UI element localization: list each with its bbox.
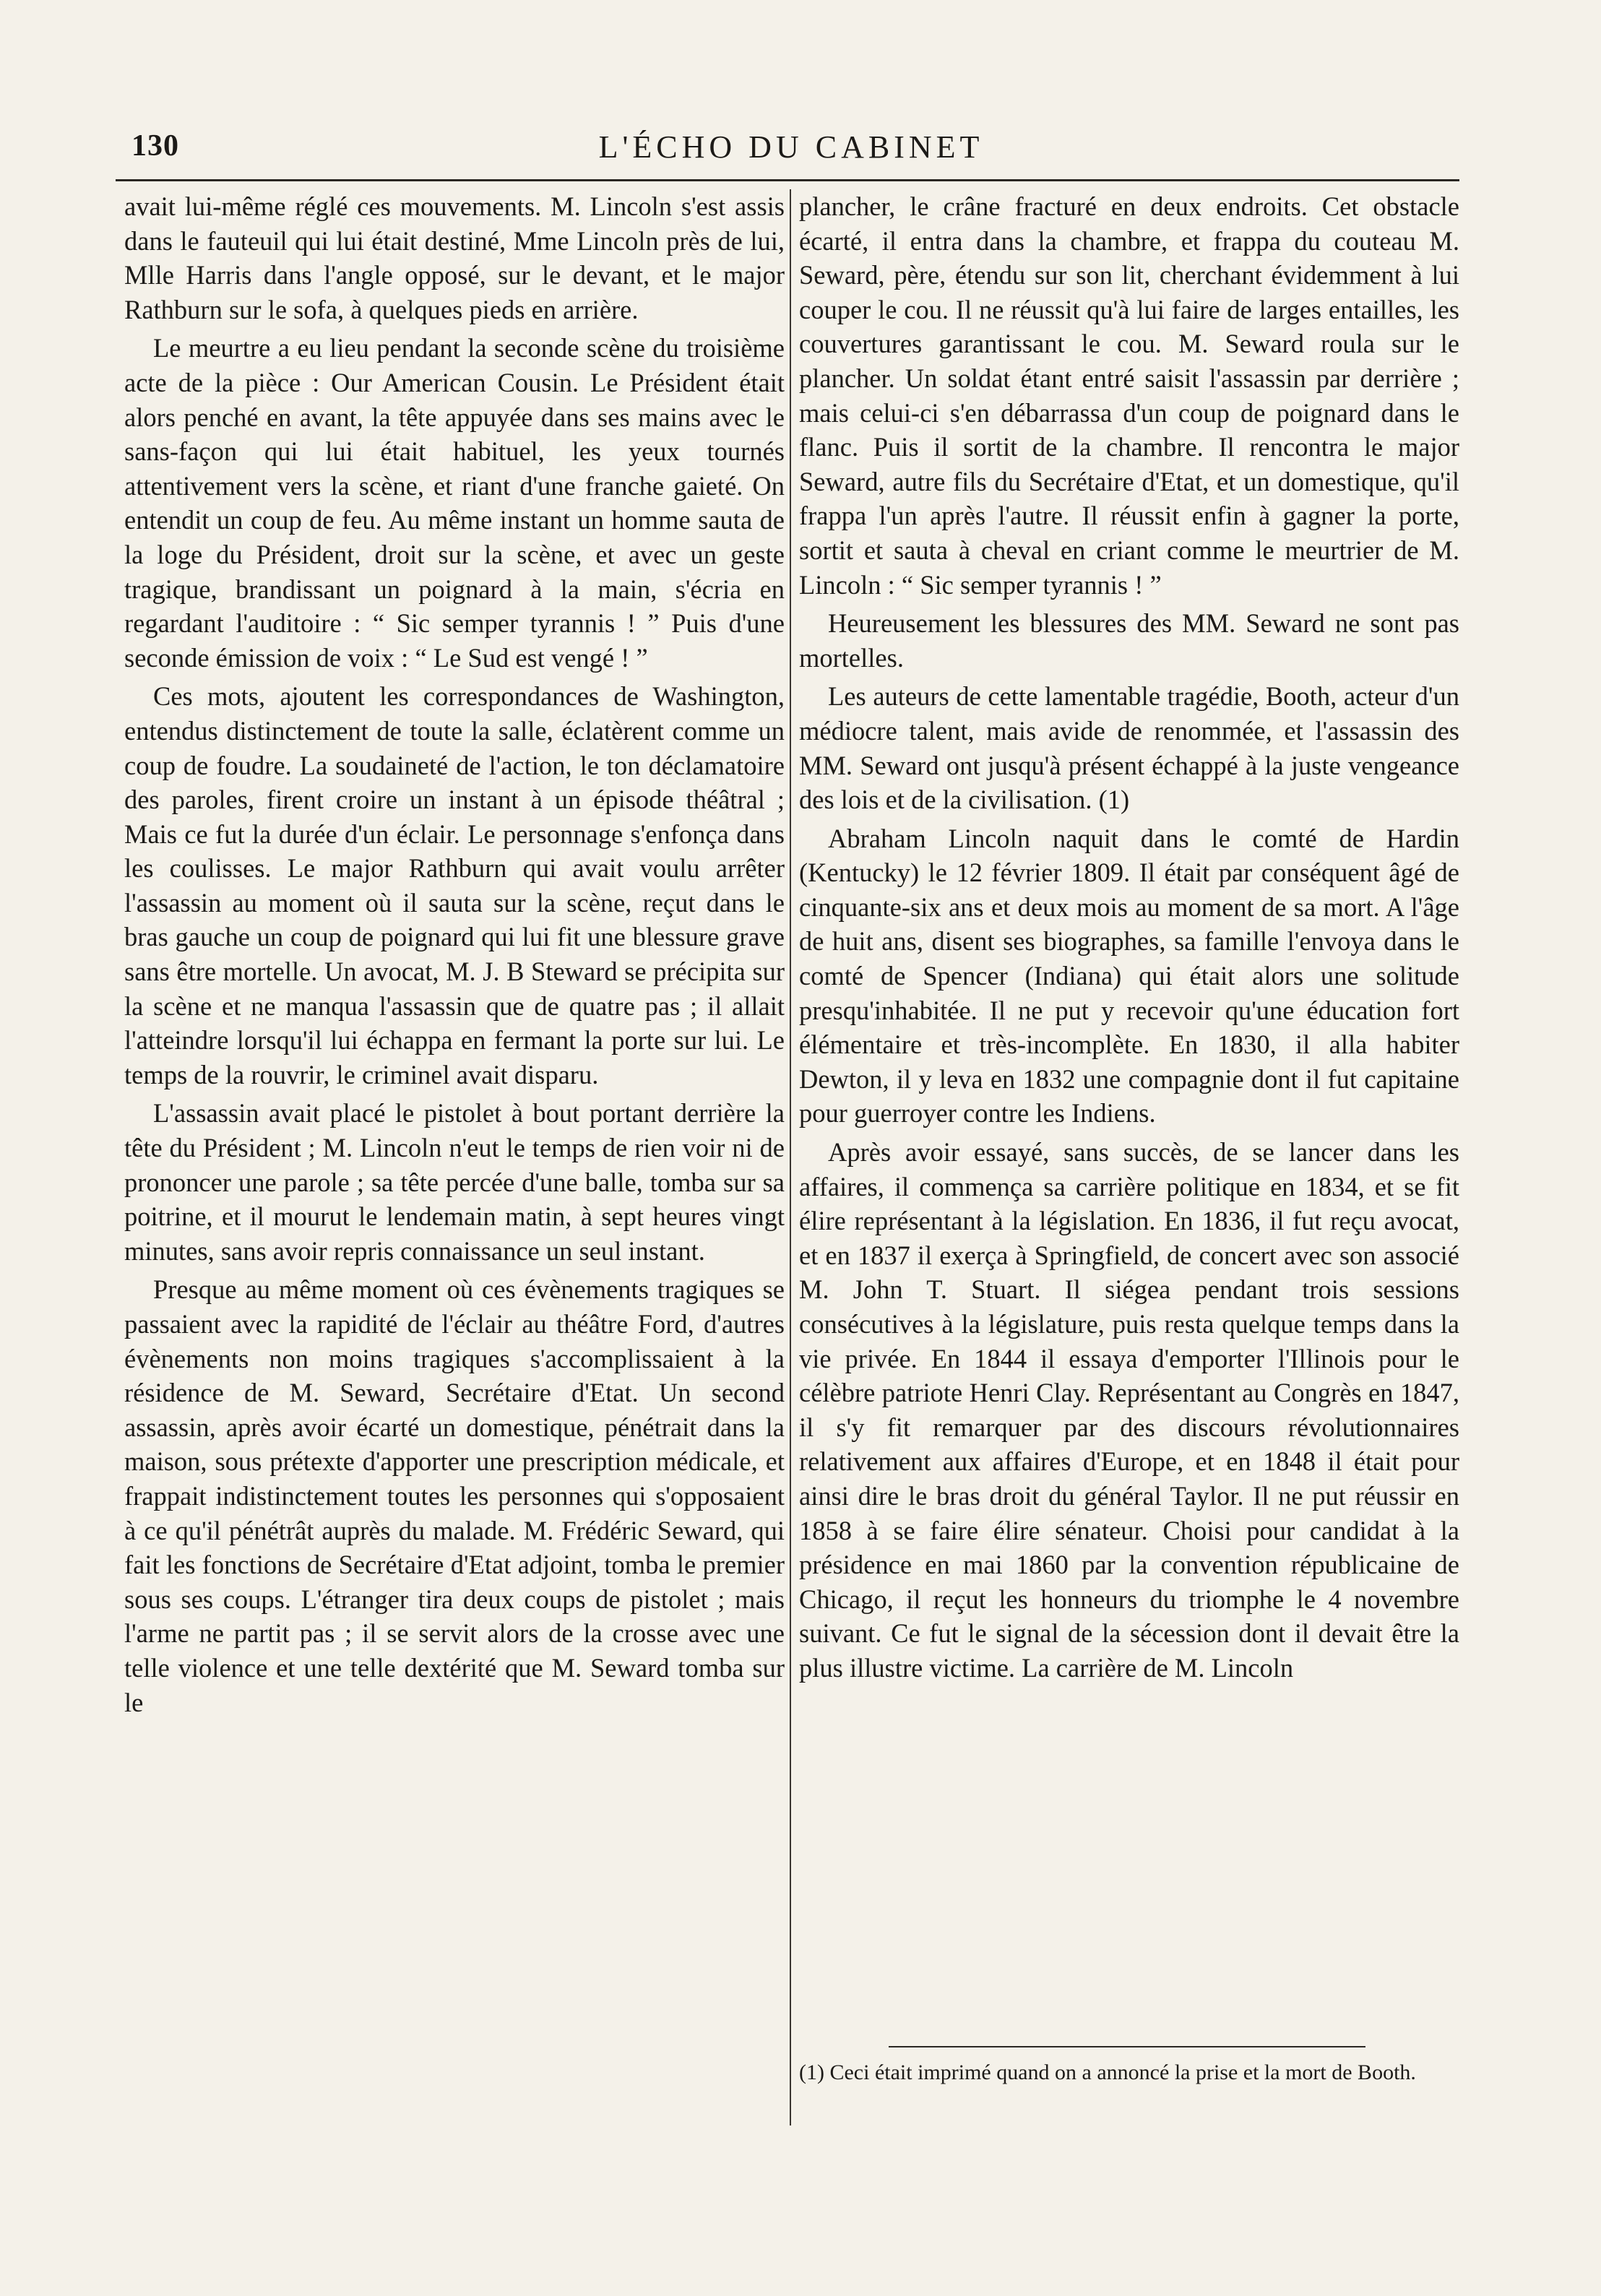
paragraph: Ces mots, ajoutent les correspondances de Washington, entendus distinctement de toute la salle, éclatèrent comme un coup de foudre. La soudaineté de l'action, le ton déclamatoire des paroles, firent croire un instant à un épisode théâtral ; Mais ce fut la durée d'un éclair. Le personnage s'enfonça dans les coulisses. Le major Rathburn qui avait voulu arrêter l'assassin au moment où il sauta sur la scène, reçut dans le bras gauche un coup de poignard qui lui fit une blessure grave sans être mortelle. Un avocat, M. J. B Steward se précipita sur la scène et ne manqua l'assassin que de quatre pas ; il allait l'atteindre lorsqu'il lui échappa en fermant la porte sur lui. Le temps de la rouvrir, le criminel avait disparu. (124, 681, 785, 1089)
column-divider (790, 189, 791, 2125)
paragraph: Presque au même moment où ces évènements tragiques se passaient avec la rapidité de l'éclair au théâtre Ford, d'autres évènements non moins tragiques s'accomplissaient à la résidence de M. Seward, Secrétaire d'Etat. Un second assassin, après avoir écarté un domestique, pénétrait dans la maison, sous prétexte d'apporter une prescription médicale, et frappait indistinctement toutes les personnes qui s'opposaient à ce qu'il pénétrât auprès du malade. M. Frédéric Seward, qui fait les fonctions de Secrétaire d'Etat adjoint, tomba le premier sous ses coups. L'étranger tira deux coups de pistolet ; mais l'arme ne partit pas ; il se servit alors de la crosse avec une telle violence et une telle dextérité que M. Seward tomba sur le (124, 1274, 785, 1717)
footnote-rule (889, 2046, 1365, 2047)
paragraph: Abraham Lincoln naquit dans le comté de Hardin (Kentucky) le 12 février 1809. Il était par conséquent âgé de cinquante-six ans et deux mois au moment de sa mort. A l'âge de huit ans, disent ses biographes, sa famille l'envoya dans le comté de Spencer (Indiana) qui était alors une solitude presqu'inhabitée. Il ne put y recevoir qu'une éducation fort élémentaire et très-incomplète. En 1830, il alla habiter Dewton, il y leva en 1832 une compagnie dont il fut capitaine pour guerroyer contre les Indiens. (799, 823, 1459, 1128)
header-rule (116, 179, 1459, 181)
footnote: (1) Ceci était imprimé quand on a annoncé la prise et la mort de Booth. (799, 2060, 1416, 2084)
left-column (124, 189, 785, 1719)
paragraph: Après avoir essayé, sans succès, de se lancer dans les affaires, il commença sa carrière politique en 1834, et se fit élire représentant à la législation. En 1836, il fut reçu avocat, et en 1837 il exerça à Springfield, de concert avec son associé M. John T. Stuart. Il siégea pendant trois sessions consécutives à la législature, puis resta quelque temps dans la vie privée. En 1844 il essaya d'emporter l'Illinois pour le célèbre patriote Henri Clay. Représentant au Congrès en 1847, il s'y fit remarquer par des discours révolutionnaires relativement aux affaires d'Europe, et en 1848 il était pour ainsi dire le bras droit du général Taylor. Il ne put réussir en 1858 à se faire élire sénateur. Choisi pour candidat à la présidence en mai 1860 par la convention républicaine de Chicago, il reçut les honneurs du triomphe le 4 novembre suivant. Ce fut le signal de la sécession dont il devait être la plus illustre victime. La carrière de M. Lincoln (799, 1137, 1459, 1683)
page-header (123, 121, 1459, 172)
right-column (799, 189, 1459, 1686)
paragraph: Heureusement les blessures des MM. Seward ne sont pas mortelles. (799, 608, 1459, 673)
paragraph: L'assassin avait placé le pistolet à bout portant derrière la tête du Président ; M. Lincoln n'eut le temps de rien voir ni de prononcer une parole ; sa tête percée d'une balle, tomba sur sa poitrine, et il mourut le lendemain matin, à sept heures vingt minutes, sans avoir repris connaissance un seul instant. (124, 1098, 785, 1266)
page-number: 130 (131, 129, 179, 163)
running-title: L'ÉCHO DU CABINET (598, 129, 984, 165)
paragraph: Les auteurs de cette lamentable tragédie, Booth, acteur d'un médiocre talent, mais avide de renommée, et l'assassin des MM. Seward ont jusqu'à présent échappé à la juste vengeance des lois et de la civilisation. (1) (799, 681, 1459, 815)
paragraph: avait lui-même réglé ces mouvements. M. Lincoln s'est assis dans le fauteuil qui lui était destiné, Mme Lincoln près de lui, Mlle Harris dans l'angle opposé, sur le devant, et le major Rathburn sur le sofa, à quelques pieds en arrière. (124, 191, 785, 324)
paragraph: plancher, le crâne fracturé en deux endroits. Cet obstacle écarté, il entra dans la chambre, et frappa du couteau M. Seward, père, étendu sur son lit, cherchant évidemment à lui couper le cou. Il ne réussit qu'à lui faire de larges entailles, les couvertures garantissant le cou. M. Seward roula sur le plancher. Un soldat étant entré saisit l'assassin par derrière ; mais celui-ci s'en débarrassa d'un coup de poignard dans le flanc. Puis il sortit de la chambre. Il rencontra le major Seward, autre fils du Secrétaire d'Etat, et un domestique, qu'il frappa l'un après l'autre. Il réussit enfin à gagner la porte, sortit et sauta à cheval en criant comme le meurtrier de M. Lincoln : “ Sic semper tyrannis ! ” (799, 191, 1459, 600)
paragraph: Le meurtre a eu lieu pendant la seconde scène du troisième acte de la pièce : Our American Cousin. Le Président était alors penché en avant, la tête appuyée dans ses mains avec le sans-façon qui lui était habituel, les yeux tournés attentivement vers la scène, et riant d'une franche gaieté. On entendit un coup de feu. Au même instant un homme sauta de la loge du Président, droit sur la scène, et avec un geste tragique, brandissant un poignard à la main, s'écria en regardant l'auditoire : “ Sic semper tyrannis ! ” Puis d'une seconde émission de voix : “ Le Sud est vengé ! ” (124, 333, 785, 673)
